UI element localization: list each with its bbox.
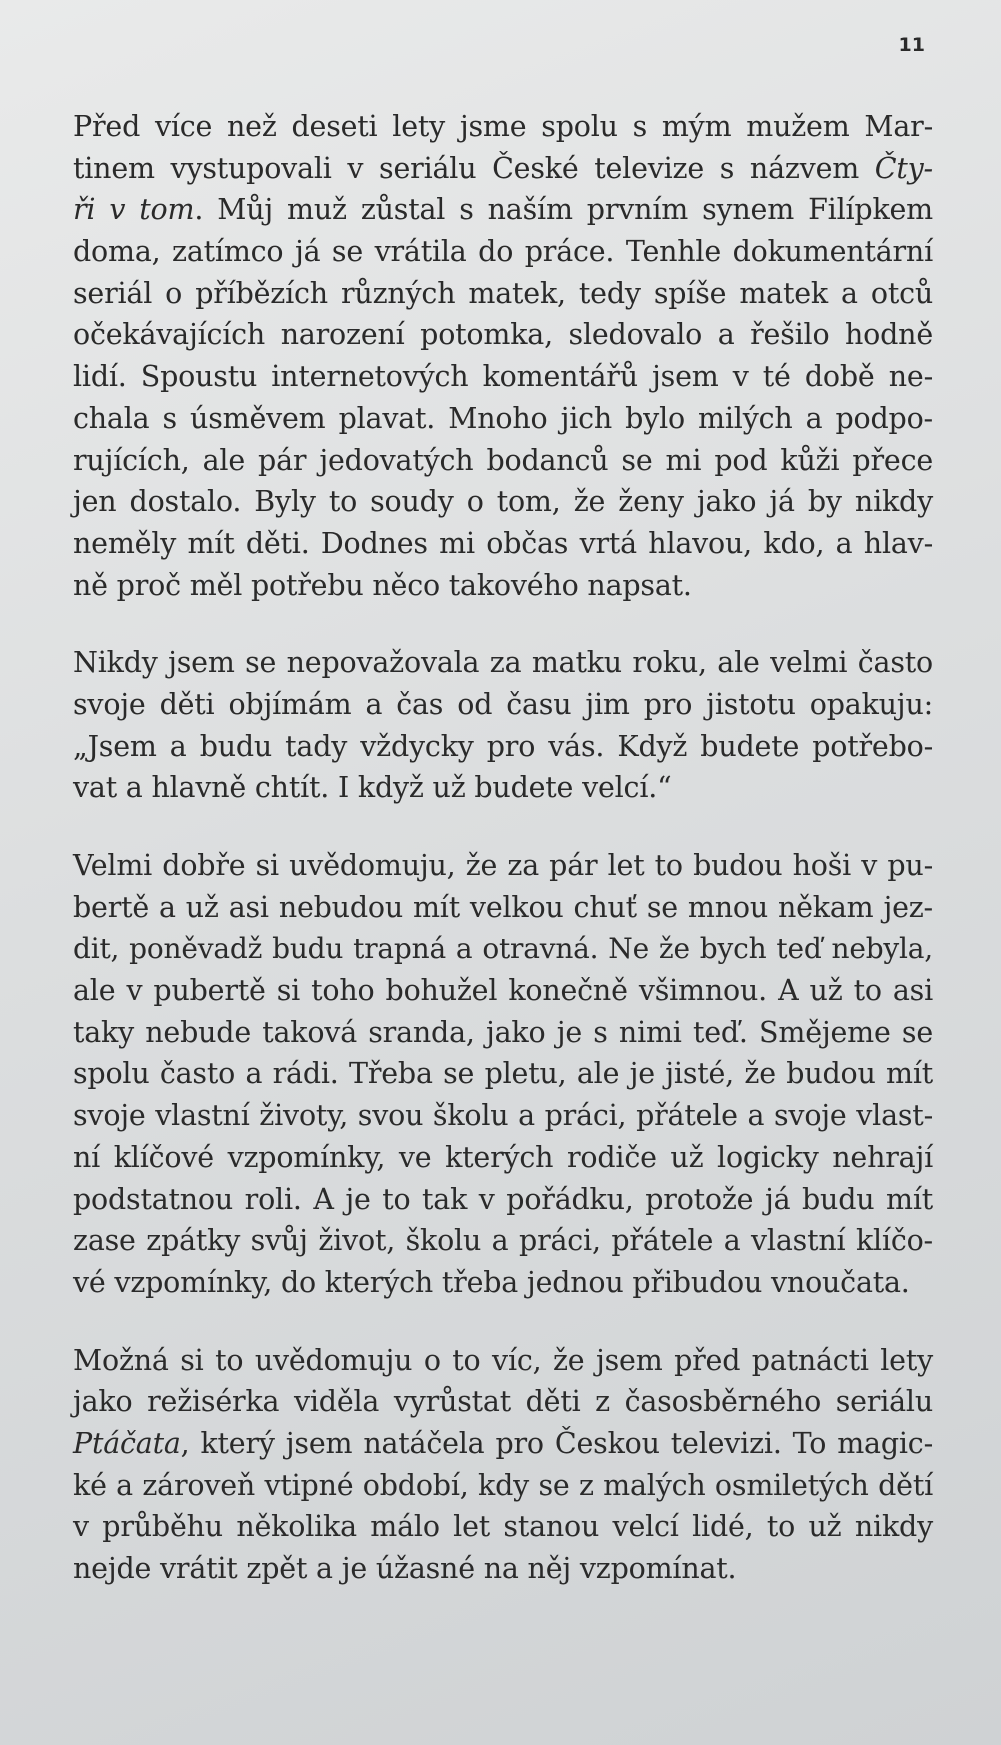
paragraph xyxy=(73,1340,933,1590)
text-segment: svoje vlastní životy, svou školu a práci, přátele a svoje vlast- xyxy=(73,1099,933,1133)
text-line xyxy=(73,440,933,482)
text-line xyxy=(73,1381,933,1423)
text-segment: . Můj muž zůstal s naším prvním synem Filípkem xyxy=(194,193,933,227)
text-line xyxy=(73,845,933,887)
text-line xyxy=(73,398,933,440)
text-line xyxy=(73,1506,933,1548)
text-segment: ké a zároveň vtipné období, kdy se z malých osmiletých dětí xyxy=(73,1468,933,1502)
text-segment: spolu často a rádi. Třeba se pletu, ale je jisté, že budou mít xyxy=(73,1057,933,1091)
text-segment: v průběhu několika málo let stanou velcí lidé, to už nikdy xyxy=(73,1510,933,1544)
text-line xyxy=(73,523,933,565)
italic-title: Ptáčata xyxy=(73,1426,181,1460)
text-line xyxy=(73,1012,933,1054)
text-line xyxy=(73,106,933,148)
text-segment: rujících, ale pár jedovatých bodanců se mi pod kůži přece xyxy=(73,443,933,477)
text-line xyxy=(73,887,933,929)
text-segment: , který jsem natáčela pro Českou televizi. To magic- xyxy=(180,1426,933,1460)
text-line xyxy=(73,1340,933,1382)
text-line xyxy=(73,273,933,315)
text-segment: bertě a už asi nebudou mít velkou chuť se mnou někam jez- xyxy=(73,890,933,924)
text-segment: lidí. Spoustu internetových komentářů jsem v té době ne- xyxy=(73,360,933,394)
text-segment: zase zpátky svůj život, školu a práci, přátele a vlastní klíčo- xyxy=(73,1224,933,1258)
text-segment: Velmi dobře si uvědomuju, že za pár let to budou hoši v pu- xyxy=(73,849,933,882)
text-segment: Nikdy jsem se nepovažovala za matku roku, ale velmi často xyxy=(73,646,933,680)
text-line xyxy=(73,1465,933,1507)
text-line xyxy=(73,356,933,398)
text-segment: očekávajících narození potomka, sledovalo a řešilo hodně xyxy=(73,318,933,352)
text-segment: neměly mít děti. Dodnes mi občas vrtá hlavou, kdo, a hlav- xyxy=(73,526,933,560)
text-segment: podstatnou roli. A je to tak v pořádku, protože já budu mít xyxy=(73,1182,933,1216)
text-segment: svoje děti objímám a čas od času jim pro jistotu opakuju: xyxy=(73,687,933,721)
text-line xyxy=(73,1220,933,1262)
text-line xyxy=(73,1262,933,1304)
text-line xyxy=(73,767,933,809)
text-line xyxy=(73,726,933,768)
text-line xyxy=(73,481,933,523)
body-text xyxy=(73,106,933,1626)
italic-title: ři v tom xyxy=(73,193,195,227)
text-segment: doma, zatímco já se vrátila do práce. Tenhle dokumentární xyxy=(73,235,933,269)
text-segment: taky nebude taková sranda, jako je s nimi teď. Smějeme se xyxy=(73,1015,933,1049)
text-line xyxy=(73,314,933,356)
text-line xyxy=(73,1053,933,1095)
page-number: 11 xyxy=(898,34,925,56)
text-segment: Před více než deseti lety jsme spolu s mým mužem Mar- xyxy=(73,110,933,143)
text-segment: dit, poněvadž budu trapná a otravná. Ne že bych teď nebyla, xyxy=(73,932,933,966)
text-line xyxy=(73,642,933,684)
text-line xyxy=(73,1137,933,1179)
text-segment: vat a hlavně chtít. I když už budete velcí.“ xyxy=(73,771,672,805)
text-segment: ní klíčové vzpomínky, ve kterých rodiče už logicky nehrají xyxy=(73,1140,933,1174)
paragraph xyxy=(73,642,933,809)
text-line xyxy=(73,970,933,1012)
text-segment: nejde vrátit zpět a je úžasné na něj vzpomínat. xyxy=(73,1552,737,1585)
text-segment: vé vzpomínky, do kterých třeba jednou přibudou vnoučata. xyxy=(73,1265,910,1299)
text-line xyxy=(73,231,933,273)
text-line xyxy=(73,928,933,970)
text-segment: chala s úsměvem plavat. Mnoho jich bylo milých a podpo- xyxy=(73,401,933,435)
text-line xyxy=(73,1095,933,1137)
text-line xyxy=(73,565,933,607)
text-line xyxy=(73,684,933,726)
text-segment: „Jsem a budu tady vždycky pro vás. Když budete potřebo- xyxy=(73,729,933,763)
paragraph xyxy=(73,106,933,606)
text-line xyxy=(73,1548,933,1590)
text-segment: ně proč měl potřebu něco takového napsat. xyxy=(73,568,692,602)
text-segment: jen dostalo. Byly to soudy o tom, že ženy jako já by nikdy xyxy=(73,485,933,519)
italic-title: Čty- xyxy=(874,151,933,185)
text-segment: ale v pubertě si toho bohužel konečně všimnou. A už to asi xyxy=(73,974,933,1008)
text-line xyxy=(73,189,933,231)
text-segment: seriál o příbězích různých matek, tedy spíše matek a otců xyxy=(73,276,933,310)
text-segment: Možná si to uvědomuju o to víc, že jsem před patnácti lety xyxy=(73,1343,933,1377)
text-line xyxy=(73,1179,933,1221)
text-segment: jako režisérka viděla vyrůstat děti z časosběrného seriálu xyxy=(73,1385,933,1419)
text-line xyxy=(73,148,933,190)
text-segment: tinem vystupovali v seriálu České televize s názvem xyxy=(73,151,875,185)
text-line xyxy=(73,1423,933,1465)
paragraph xyxy=(73,845,933,1304)
